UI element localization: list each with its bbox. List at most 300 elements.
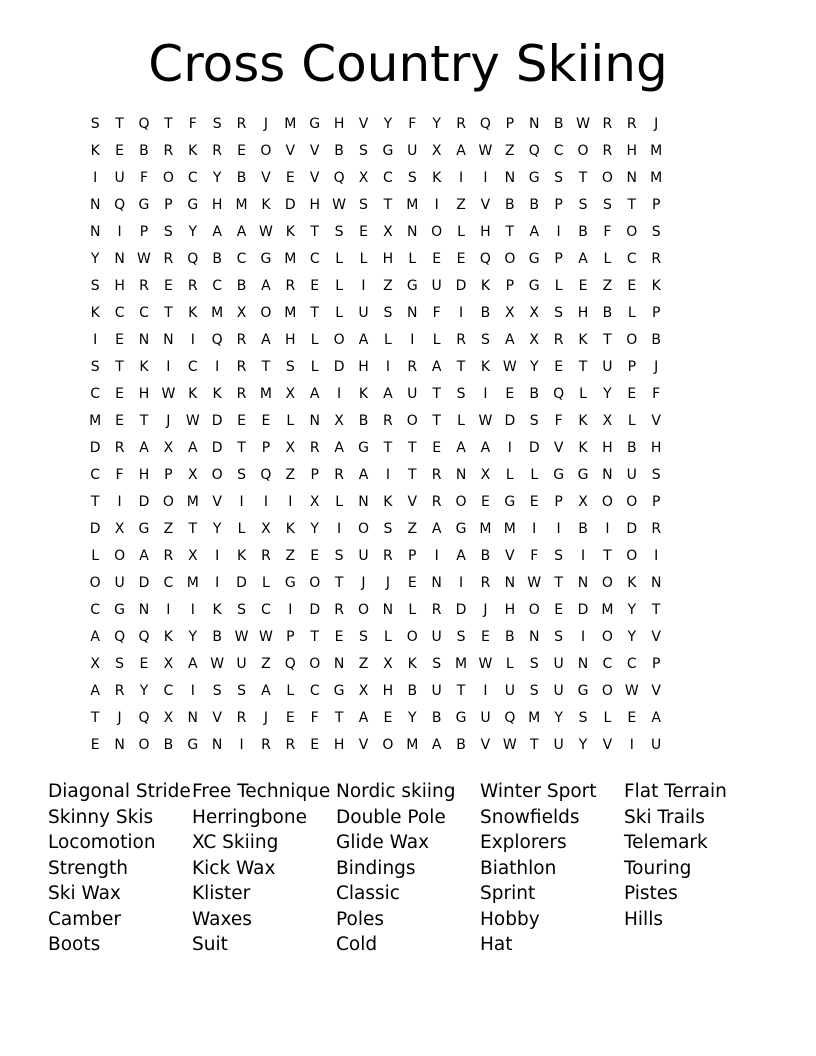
grid-letter: A xyxy=(383,386,393,402)
grid-letter: T xyxy=(310,305,319,321)
grid-letter: L xyxy=(505,467,514,483)
word-list-item: Nordic skiing xyxy=(336,781,456,802)
grid-letter: P xyxy=(164,467,173,483)
grid-letter: O xyxy=(626,548,638,564)
word-list-item: Hobby xyxy=(480,908,540,930)
grid-letter: G xyxy=(187,197,199,213)
grid-letter: I xyxy=(556,521,561,537)
grid-letter: L xyxy=(335,251,343,267)
grid-letter: F xyxy=(115,467,124,483)
grid-letter: B xyxy=(236,170,247,186)
grid-letter: K xyxy=(627,575,637,591)
grid-letter: N xyxy=(528,629,540,645)
grid-letter: L xyxy=(408,602,417,618)
grid-letter: U xyxy=(114,170,125,186)
grid-letter: P xyxy=(651,305,661,321)
grid-letter: B xyxy=(529,197,540,213)
grid-letter: U xyxy=(431,683,442,699)
grid-letter: B xyxy=(212,251,222,267)
grid-letter: I xyxy=(337,386,342,402)
grid-row xyxy=(83,168,731,195)
grid-letter: T xyxy=(578,170,588,186)
grid-letter: O xyxy=(406,413,418,429)
grid-letter: C xyxy=(163,575,174,591)
grid-letter: H xyxy=(504,602,516,618)
grid-letter: Q xyxy=(528,143,540,159)
grid-letter: E xyxy=(578,278,588,294)
grid-letter: T xyxy=(627,197,637,213)
grid-letter: S xyxy=(212,683,222,699)
grid-letter: S xyxy=(529,656,539,672)
grid-letter: B xyxy=(407,683,418,699)
grid-letter: K xyxy=(480,278,491,294)
grid-letter: N xyxy=(114,737,125,753)
grid-letter: V xyxy=(309,170,320,186)
grid-letter: E xyxy=(627,278,637,294)
grid-row xyxy=(83,573,731,600)
grid-letter: O xyxy=(260,305,272,321)
grid-letter: X xyxy=(383,656,393,672)
grid-letter: G xyxy=(553,467,565,483)
grid-letter: M xyxy=(406,737,419,753)
grid-letter: T xyxy=(237,440,246,456)
grid-letter: B xyxy=(236,278,247,294)
grid-letter: V xyxy=(651,413,661,429)
grid-letter: K xyxy=(383,494,393,510)
grid-letter: B xyxy=(529,386,540,402)
grid-letter: V xyxy=(651,683,661,699)
grid-letter: N xyxy=(602,467,613,483)
grid-row xyxy=(83,114,731,141)
grid-letter: J xyxy=(385,575,390,591)
grid-letter: S xyxy=(383,521,393,537)
grid-letter: M xyxy=(650,170,663,186)
grid-letter: U xyxy=(114,575,125,591)
grid-letter: I xyxy=(166,359,171,375)
grid-letter: P xyxy=(651,656,661,672)
grid-letter: N xyxy=(504,170,516,186)
grid-letter: V xyxy=(285,143,296,159)
grid-letter: I xyxy=(166,602,171,618)
grid-letter: L xyxy=(627,305,636,321)
grid-letter: Z xyxy=(261,656,271,672)
grid-letter: L xyxy=(383,332,392,348)
grid-letter: T xyxy=(334,575,344,591)
grid-letter: H xyxy=(626,143,638,159)
grid-letter: I xyxy=(215,548,220,564)
grid-letter: K xyxy=(188,305,198,321)
grid-row xyxy=(83,654,731,681)
grid-letter: R xyxy=(431,602,442,618)
grid-letter: L xyxy=(530,467,539,483)
grid-letter: H xyxy=(138,386,150,402)
grid-letter: S xyxy=(163,224,173,240)
grid-letter: A xyxy=(431,359,442,375)
grid-letter: L xyxy=(457,224,465,240)
grid-letter: H xyxy=(211,197,223,213)
grid-letter: I xyxy=(458,305,464,321)
grid-letter: W xyxy=(478,413,493,429)
grid-letter: I xyxy=(605,521,610,537)
grid-letter: R xyxy=(334,602,344,618)
grid-row xyxy=(83,357,731,384)
grid-letter: L xyxy=(262,575,270,591)
grid-letter: R xyxy=(285,278,296,294)
grid-letter: Y xyxy=(407,710,417,726)
grid-letter: P xyxy=(408,548,417,564)
grid-letter: Q xyxy=(284,656,296,672)
grid-letter: C xyxy=(90,467,101,483)
grid-letter: E xyxy=(359,224,368,240)
grid-letter: K xyxy=(578,332,588,348)
word-list-item: Ski Wax xyxy=(48,883,121,904)
grid-letter: K xyxy=(432,170,442,186)
grid-letter: E xyxy=(90,737,100,753)
grid-row xyxy=(83,708,731,735)
grid-letter: F xyxy=(530,548,539,564)
grid-letter: Y xyxy=(90,251,100,267)
grid-letter: I xyxy=(483,386,488,402)
grid-letter: N xyxy=(138,332,150,348)
grid-letter: R xyxy=(383,413,393,429)
grid-letter: S xyxy=(383,305,393,321)
grid-letter: D xyxy=(211,440,223,456)
grid-letter: S xyxy=(90,116,100,132)
grid-letter: E xyxy=(310,278,320,294)
grid-letter: H xyxy=(480,224,491,240)
grid-letter: U xyxy=(602,359,613,375)
grid-letter: M xyxy=(455,656,468,672)
grid-letter: V xyxy=(212,494,222,510)
grid-letter: X xyxy=(163,656,174,672)
grid-letter: O xyxy=(601,683,613,699)
grid-letter: A xyxy=(651,710,661,726)
grid-letter: G xyxy=(382,143,394,159)
word-list-item: Kick Wax xyxy=(192,857,276,879)
grid-letter: E xyxy=(627,386,637,402)
grid-letter: Z xyxy=(505,143,515,159)
word-list-item: Bindings xyxy=(336,857,416,879)
grid-letter: T xyxy=(456,359,466,375)
grid-letter: R xyxy=(236,359,247,375)
grid-letter: S xyxy=(359,143,368,159)
grid-letter: O xyxy=(601,494,613,510)
grid-letter: H xyxy=(138,467,150,483)
grid-letter: F xyxy=(603,224,612,240)
grid-letter: L xyxy=(603,710,612,726)
grid-letter: C xyxy=(602,656,613,672)
grid-letter: A xyxy=(480,440,491,456)
grid-letter: G xyxy=(309,116,321,132)
grid-row xyxy=(83,222,731,249)
grid-letter: S xyxy=(90,359,100,375)
word-list-item: Flat Terrain xyxy=(624,781,727,802)
grid-letter: S xyxy=(359,629,368,645)
grid-letter: T xyxy=(115,116,124,132)
grid-letter: Q xyxy=(138,710,150,726)
grid-letter: Q xyxy=(504,710,516,726)
grid-letter: D xyxy=(89,521,101,537)
grid-letter: A xyxy=(456,143,466,159)
grid-letter: N xyxy=(114,251,125,267)
grid-letter: I xyxy=(385,359,390,375)
grid-letter: R xyxy=(480,575,491,591)
grid-letter: C xyxy=(553,143,564,159)
grid-letter: T xyxy=(505,224,515,240)
grid-letter: R xyxy=(651,251,662,267)
grid-letter: Z xyxy=(285,548,296,564)
grid-letter: C xyxy=(187,170,198,186)
grid-letter: E xyxy=(310,548,320,564)
grid-letter: L xyxy=(603,251,612,267)
grid-letter: N xyxy=(407,224,418,240)
grid-letter: E xyxy=(432,440,442,456)
grid-letter: L xyxy=(579,386,587,402)
grid-letter: O xyxy=(211,467,223,483)
grid-letter: E xyxy=(163,278,173,294)
grid-letter: D xyxy=(89,440,101,456)
grid-letter: S xyxy=(237,467,246,483)
grid-letter: K xyxy=(480,359,491,375)
grid-letter: S xyxy=(212,116,222,132)
grid-letter: N xyxy=(431,575,442,591)
grid-letter: G xyxy=(455,710,467,726)
grid-letter: W xyxy=(259,629,273,645)
grid-letter: G xyxy=(358,440,369,456)
grid-letter: E xyxy=(115,386,125,402)
grid-letter: O xyxy=(528,602,540,618)
grid-letter: B xyxy=(505,197,515,213)
word-list-item: Boots xyxy=(48,934,101,955)
grid-letter: Q xyxy=(333,170,345,186)
grid-letter: E xyxy=(285,170,295,186)
grid-letter: K xyxy=(578,440,588,456)
grid-letter: L xyxy=(335,494,343,510)
grid-letter: H xyxy=(114,278,125,294)
grid-letter: B xyxy=(139,143,149,159)
grid-letter: H xyxy=(602,440,613,456)
grid-letter: I xyxy=(190,602,195,618)
grid-letter: T xyxy=(261,359,271,375)
grid-letter: S xyxy=(90,278,100,294)
grid-letter: N xyxy=(528,116,540,132)
grid-letter: F xyxy=(139,170,148,186)
grid-letter: M xyxy=(503,521,516,537)
grid-letter: G xyxy=(528,251,540,267)
grid-letter: C xyxy=(187,359,198,375)
grid-letter: F xyxy=(310,710,319,726)
grid-letter: K xyxy=(188,143,198,159)
grid-letter: U xyxy=(480,710,491,726)
grid-letter: Y xyxy=(383,116,393,132)
grid-letter: U xyxy=(407,386,418,402)
grid-letter: X xyxy=(480,467,491,483)
grid-letter: B xyxy=(651,332,661,348)
grid-letter: B xyxy=(334,143,344,159)
grid-row xyxy=(83,195,731,222)
grid-letter: V xyxy=(505,548,515,564)
grid-letter: A xyxy=(456,440,466,456)
grid-letter: C xyxy=(90,386,101,402)
grid-letter: W xyxy=(185,413,200,429)
grid-letter: I xyxy=(263,494,268,510)
grid-letter: O xyxy=(455,494,467,510)
grid-letter: I xyxy=(434,548,439,564)
grid-letter: T xyxy=(334,710,344,726)
grid-letter: M xyxy=(479,521,492,537)
grid-letter: I xyxy=(239,737,244,753)
grid-letter: M xyxy=(259,386,272,402)
grid-letter: I xyxy=(580,629,586,645)
grid-letter: L xyxy=(286,413,295,429)
grid-letter: L xyxy=(359,251,368,267)
grid-letter: R xyxy=(309,440,320,456)
grid-letter: V xyxy=(358,737,369,753)
grid-letter: O xyxy=(260,143,272,159)
grid-letter: A xyxy=(578,251,588,267)
grid-letter: C xyxy=(212,278,223,294)
grid-letter: I xyxy=(483,170,488,186)
grid-letter: W xyxy=(502,737,517,753)
grid-letter: H xyxy=(333,737,345,753)
grid-letter: N xyxy=(455,467,467,483)
grid-letter: G xyxy=(504,494,516,510)
word-column xyxy=(624,779,768,958)
grid-letter: Y xyxy=(212,521,222,537)
grid-letter: G xyxy=(138,521,150,537)
grid-letter: D xyxy=(455,602,467,618)
grid-letter: U xyxy=(626,467,637,483)
grid-letter: R xyxy=(236,386,247,402)
grid-letter: I xyxy=(361,278,366,294)
grid-letter: R xyxy=(407,359,418,375)
grid-letter: E xyxy=(456,251,466,267)
grid-letter: N xyxy=(333,656,345,672)
grid-letter: A xyxy=(309,386,320,402)
grid-letter: N xyxy=(187,710,198,726)
grid-letter: E xyxy=(115,413,125,429)
grid-letter: R xyxy=(383,548,393,564)
word-list-item: Locomotion xyxy=(48,832,156,853)
grid-letter: J xyxy=(654,116,659,132)
grid-letter: E xyxy=(554,359,564,375)
grid-letter: L xyxy=(310,359,319,375)
grid-letter: N xyxy=(577,656,589,672)
grid-letter: D xyxy=(455,278,467,294)
grid-letter: L xyxy=(627,413,636,429)
grid-letter: E xyxy=(383,710,393,726)
grid-letter: A xyxy=(334,440,344,456)
grid-letter: E xyxy=(432,251,442,267)
grid-letter: T xyxy=(529,737,539,753)
grid-letter: H xyxy=(650,440,662,456)
grid-letter: R xyxy=(163,143,174,159)
grid-letter: B xyxy=(480,305,491,321)
grid-row xyxy=(83,465,731,492)
grid-letter: C xyxy=(236,251,247,267)
grid-letter: M xyxy=(186,575,199,591)
grid-letter: R xyxy=(163,548,174,564)
grid-letter: X xyxy=(578,494,588,510)
grid-letter: K xyxy=(188,386,198,402)
grid-letter: S xyxy=(359,197,368,213)
grid-letter: S xyxy=(529,683,539,699)
grid-letter: K xyxy=(285,521,295,537)
word-column xyxy=(48,779,192,958)
grid-letter: N xyxy=(382,602,394,618)
grid-letter: D xyxy=(138,494,150,510)
grid-letter: T xyxy=(383,440,393,456)
grid-letter: A xyxy=(90,629,100,645)
grid-letter: P xyxy=(286,629,295,645)
grid-letter: R xyxy=(602,116,613,132)
grid-letter: Z xyxy=(358,656,369,672)
grid-letter: B xyxy=(505,629,515,645)
grid-letter: U xyxy=(358,548,369,564)
grid-letter: T xyxy=(456,683,466,699)
grid-letter: N xyxy=(407,305,418,321)
grid-letter: B xyxy=(578,521,588,537)
grid-letter: R xyxy=(187,278,198,294)
grid-letter: S xyxy=(432,656,442,672)
grid-letter: Q xyxy=(138,629,150,645)
grid-letter: A xyxy=(456,548,466,564)
grid-letter: X xyxy=(261,521,271,537)
grid-letter: X xyxy=(285,440,296,456)
grid-letter: I xyxy=(215,575,220,591)
grid-letter: X xyxy=(163,440,174,456)
grid-letter: G xyxy=(333,683,345,699)
grid-letter: N xyxy=(211,737,223,753)
grid-letter: R xyxy=(456,332,466,348)
grid-letter: B xyxy=(602,305,613,321)
grid-letter: M xyxy=(89,413,102,429)
grid-letter: G xyxy=(528,278,540,294)
word-list-item: Klister xyxy=(192,883,251,904)
grid-letter: L xyxy=(237,521,246,537)
grid-letter: R xyxy=(553,332,564,348)
grid-letter: T xyxy=(164,116,173,132)
grid-letter: T xyxy=(90,494,100,510)
grid-letter: I xyxy=(190,332,195,348)
grid-letter: K xyxy=(285,224,295,240)
grid-letter: I xyxy=(190,683,195,699)
word-list-item: Diagonal Stride xyxy=(48,781,191,802)
grid-row xyxy=(83,600,731,627)
grid-letter: Y xyxy=(188,629,198,645)
grid-letter: O xyxy=(626,224,638,240)
word-list-item: Strength xyxy=(48,857,129,879)
grid-letter: W xyxy=(478,143,493,159)
grid-letter: X xyxy=(236,305,247,321)
grid-letter: Z xyxy=(602,278,613,294)
grid-letter: L xyxy=(310,332,319,348)
grid-letter: X xyxy=(309,494,320,510)
grid-letter: Z xyxy=(285,467,296,483)
grid-letter: R xyxy=(139,278,149,294)
grid-letter: N xyxy=(138,602,150,618)
grid-letter: W xyxy=(234,629,249,645)
grid-letter: F xyxy=(188,116,197,132)
grid-letter: C xyxy=(163,683,174,699)
grid-letter: T xyxy=(603,548,612,564)
grid-letter: K xyxy=(236,548,247,564)
grid-letter: S xyxy=(651,224,661,240)
grid-letter: X xyxy=(334,413,344,429)
grid-letter: B xyxy=(431,710,442,726)
grid-letter: A xyxy=(358,710,369,726)
grid-letter: R xyxy=(285,737,296,753)
